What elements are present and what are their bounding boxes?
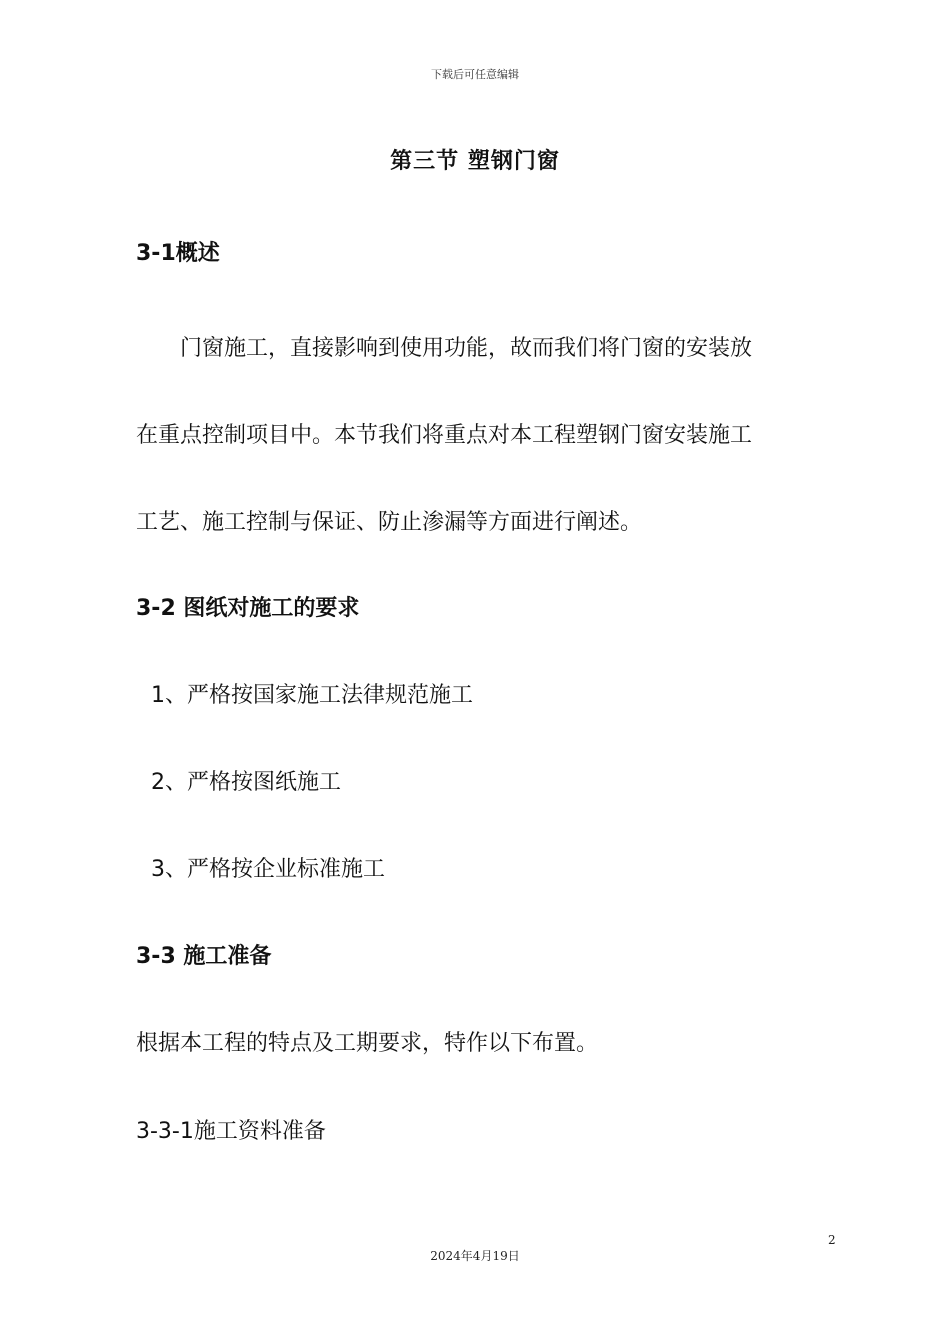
page-number: 2 (828, 1233, 836, 1247)
footer-date: 2024年4月19日 (430, 1249, 520, 1263)
page-header: 下载后可任意编辑 (431, 68, 519, 81)
overview-line-1: 门窗施工，直接影响到使用功能，故而我们将门窗的安装放 (180, 336, 753, 361)
list-item: 2、严格按图纸施工 (151, 770, 341, 795)
heading-materials: 3-3-1施工资料准备 (136, 1119, 326, 1144)
heading-requirements: 3-2 图纸对施工的要求 (136, 596, 360, 621)
list-item: 3、严格按企业标准施工 (151, 857, 385, 882)
heading-preparation: 3-3 施工准备 (136, 944, 272, 969)
preparation-paragraph: 根据本工程的特点及工期要求，特作以下布置。 (136, 1031, 599, 1056)
overview-line-2: 在重点控制项目中。本节我们将重点对本工程塑钢门窗安装施工 (136, 423, 753, 448)
list-item: 1、严格按国家施工法律规范施工 (151, 683, 473, 708)
section-title: 第三节 塑钢门窗 (390, 149, 560, 174)
overview-line-3: 工艺、施工控制与保证、防止渗漏等方面进行阐述。 (136, 510, 643, 535)
heading-overview: 3-1概述 (136, 241, 220, 266)
